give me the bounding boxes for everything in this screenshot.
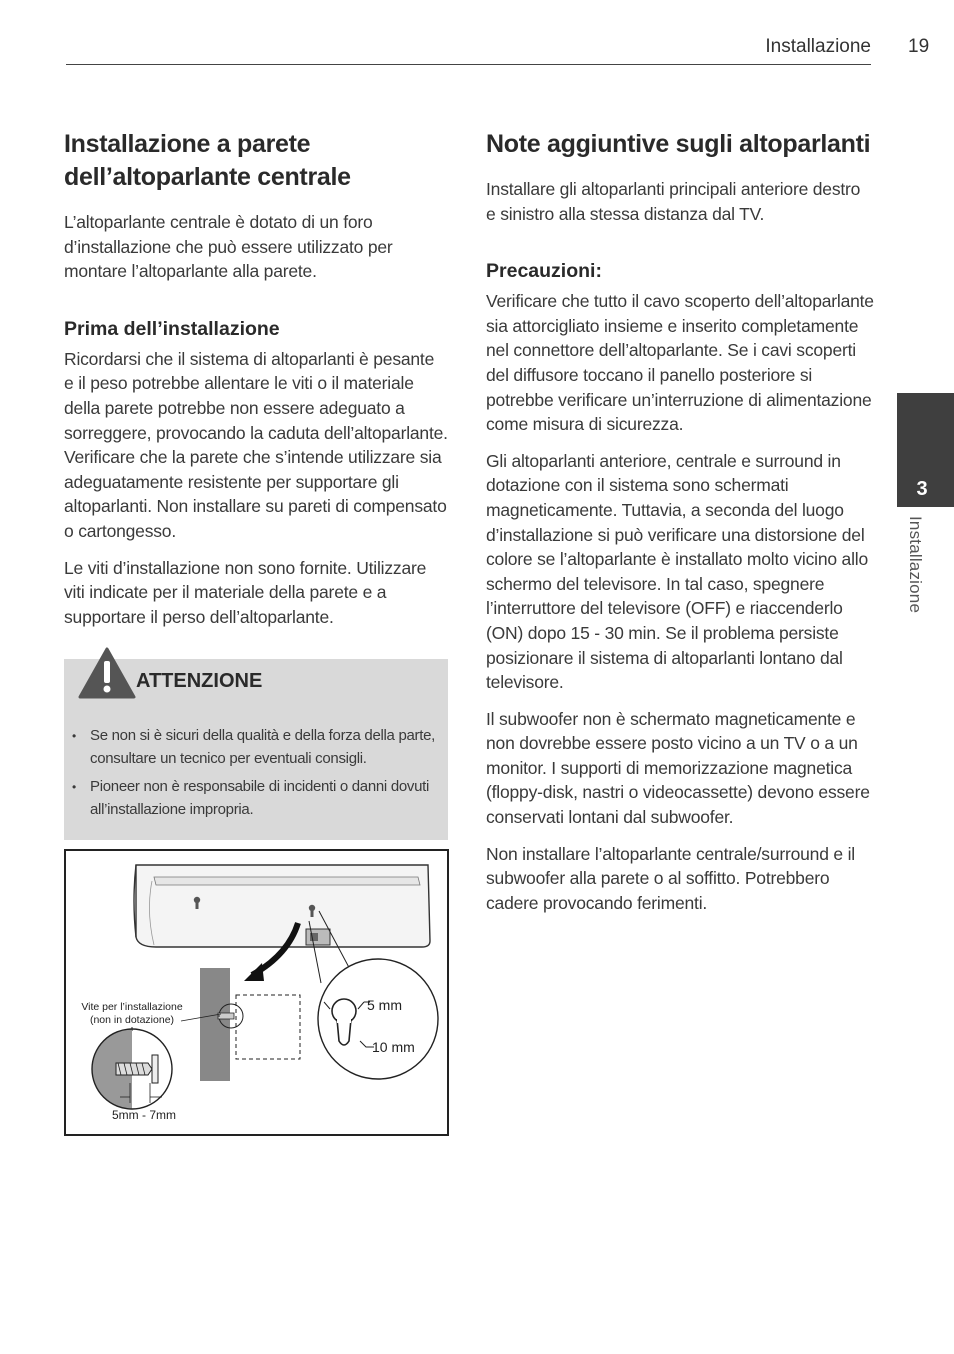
wall-illustration <box>200 968 230 1081</box>
dimension-10mm: 10 mm <box>372 1039 415 1055</box>
caution-list <box>72 725 440 827</box>
running-header-section: Installazione <box>765 36 871 57</box>
intro-paragraph: L’altoparlante centrale è dotato di un foro d’installazione che può essere utilizzato per montare l’altoparlante alla parete. <box>64 212 393 282</box>
page-number: 19 <box>908 36 930 57</box>
precautions-paragraph-3: Il subwoofer non è schermato magneticamente e non dovrebbe essere posto vicino a un TV o a un monitor. I supporti di memorizzazione magnetica (floppy-disk, nastri o videocassette) devono essere conservati lontani dal subwoofer. <box>486 708 870 828</box>
screw-label-line1: Vite per l’installazione <box>81 1001 183 1013</box>
section-title-wall-mount: Installazione a parete dell’altoparlante centrale <box>64 130 351 191</box>
center-speaker-illustration <box>134 865 430 947</box>
screw-label-line2: (non in dotazione) <box>89 1014 175 1026</box>
mount-area-outline <box>236 995 300 1059</box>
caution-item: • Se non si è sicuri della qualità e della forza della parte, consultare un tecnico per eventuali consigli. <box>72 725 440 770</box>
before-install-paragraph: Ricordarsi che il sistema di altoparlanti è pesante e il peso potrebbe allentare le viti o il materiale della parete potrebbe non essere adeguato a sorreggere, provocando la caduta dell’altoparlante. Verificare che la parete che s’intende utilizzare sia adeguatamente resistente per supportare gli altoparlanti. Non installare su pareti di compensato o cartongesso. <box>64 348 448 541</box>
installation-diagram <box>64 849 449 1136</box>
precautions-paragraph-2: Gli altoparlanti anteriore, centrale e surround in dotazione con il sistema sono schermati magneticamente. Tuttavia, a seconda del luogo d’installazione si può verificare una distorsione del colore se l’altoparlante è installato molto vicino allo schermo del televisore. In tal caso, spegnere l’interruttore del televisore (OFF) e riaccenderlo (ON) dopo 15 - 30 min. Se il problema persiste posizionare il sistema di altoparlanti lontano dal televisore. <box>486 450 868 693</box>
installation-diagram-svg <box>66 851 447 1134</box>
section-title-speaker-notes: Note aggiuntive sugli altoparlanti <box>486 130 871 158</box>
left-column <box>64 128 448 641</box>
subheading-precautions: Precauzioni: <box>486 260 602 283</box>
warning-icon <box>78 647 136 699</box>
screws-paragraph: Le viti d’installazione non sono fornite. Utilizzare viti indicate per il materiale della parete e a supportare il perso dell’altoparlante. <box>64 557 427 627</box>
header-divider <box>66 64 871 65</box>
caution-item: • Pioneer non è responsabile di incidenti o danni dovuti all’installazione impropria. <box>72 776 440 821</box>
chapter-number: 3 <box>916 478 928 500</box>
dimension-5mm: 5 mm <box>367 997 402 1013</box>
chapter-label: Installazione <box>906 516 925 614</box>
speaker-notes-intro: Installare gli altoparlanti principali anteriore destro e sinistro alla stessa distanza dal TV. <box>486 179 861 224</box>
caution-title: ATTENZIONE <box>136 670 263 692</box>
right-column <box>486 128 874 927</box>
caution-box <box>64 659 448 840</box>
precautions-paragraph-1: Verificare che tutto il cavo scoperto dell’altoparlante sia attorcigliato insieme e inserito completamente nel connettore dell’altoparlante. Se i cavi scoperti del diffusore toccano il panello posteriore si potrebbe verificare un’interruzione di alimentazione come misura di sicurezza. <box>486 291 874 435</box>
screw-depth-label: 5mm - 7mm <box>112 1108 176 1122</box>
subheading-before-install: Prima dell’installazione <box>64 317 280 340</box>
precautions-paragraph-4: Non installare l’altoparlante centrale/surround e il subwoofer alla parete o al soffitto. Potrebbero cadere provocando ferimenti. <box>486 843 855 913</box>
